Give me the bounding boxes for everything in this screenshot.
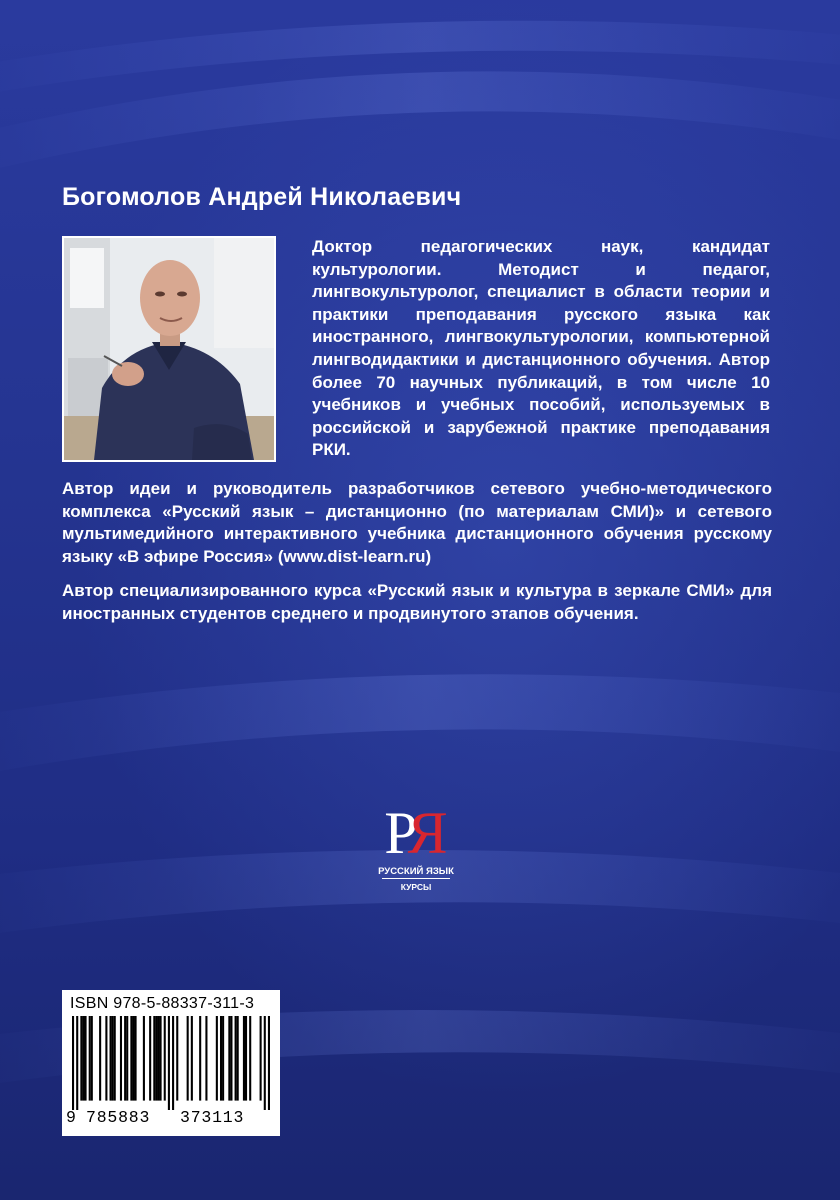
barcode-bar	[76, 1016, 78, 1110]
barcode-bar	[164, 1016, 166, 1101]
barcode-bar	[99, 1016, 101, 1101]
barcode-bar	[112, 1016, 114, 1101]
barcode-bar	[105, 1016, 107, 1101]
logo-letter-r: Р	[384, 800, 418, 866]
barcode-bar	[268, 1016, 270, 1110]
barcode-bar	[249, 1016, 251, 1101]
barcode-bar	[191, 1016, 193, 1101]
barcode-bar	[82, 1016, 84, 1101]
barcode-bar	[153, 1016, 155, 1101]
logo-caption: РУССКИЙ ЯЗЫК	[378, 866, 454, 877]
barcode-bar	[157, 1016, 159, 1101]
barcode-bar	[91, 1016, 93, 1101]
barcode-bar	[237, 1016, 239, 1101]
barcode-bar	[220, 1016, 222, 1101]
paragraph-projects: Автор идеи и руководитель разработчиков сетевого учебно-методического комплекса «Русский язык – дистанционно (по материалам СМИ)» и сетевого мультимедийного интерактивного учебника дистанционного обучения русскому языку «В эфире Россия» (www.dist-learn.ru)	[62, 479, 772, 566]
barcode-bar	[124, 1016, 126, 1101]
author-name: Богомолов Андрей Николаевич	[62, 183, 462, 211]
barcode-bar	[89, 1016, 91, 1101]
barcode-bar	[264, 1016, 266, 1110]
barcode-bar	[243, 1016, 245, 1101]
barcode-bar	[120, 1016, 122, 1101]
barcode-bar	[72, 1016, 74, 1110]
isbn-barcode-block	[62, 990, 280, 1136]
barcode-bar	[149, 1016, 151, 1101]
barcode-bar	[155, 1016, 157, 1101]
barcode-image	[72, 1016, 270, 1110]
author-bio: Доктор педагогических наук, кандидат культурологии. Методист и педагог, лингвокультуролог, специалист в области теории и практики преподавания русского языка как иностранного, лингвокультурологии, компьютерной лингводидактики и дистанционного обучения. Автор более 70 научных публикаций, в том числе 10 учебников и учебных пособий, используемых в российской и зарубежной практике преподавания РКИ.	[312, 237, 770, 460]
author-photo	[62, 236, 276, 462]
ean-right-group: 373113	[180, 1108, 245, 1127]
barcode-bar	[80, 1016, 82, 1101]
barcode-bar	[130, 1016, 132, 1101]
barcode-bar	[176, 1016, 178, 1101]
ean-left-group: 785883	[86, 1108, 151, 1127]
publisher-logo	[372, 800, 460, 900]
barcode-bar	[187, 1016, 189, 1101]
barcode-bar	[230, 1016, 232, 1101]
barcode-bar	[143, 1016, 145, 1101]
isbn-number: ISBN 978-5-88337-311-3	[70, 995, 255, 1012]
barcode-bar	[85, 1016, 87, 1101]
paragraph-course: Автор специализированного курса «Русский язык и культура в зеркале СМИ» для иностранных студентов среднего и продвинутого этапов обучения.	[62, 581, 772, 623]
barcode-bar	[132, 1016, 134, 1101]
author-portrait-image	[64, 238, 274, 460]
logo-subcaption: КУРСЫ	[400, 882, 432, 892]
barcode-bar	[228, 1016, 230, 1101]
barcode-bar	[235, 1016, 237, 1101]
barcode-bar	[245, 1016, 247, 1101]
logo-divider	[382, 878, 450, 879]
logo-letter-ya: Я	[407, 800, 448, 866]
logo-letters	[372, 800, 460, 866]
barcode-bar	[172, 1016, 174, 1110]
barcode-bar	[160, 1016, 162, 1101]
barcode-bar	[114, 1016, 116, 1101]
barcode-bar	[110, 1016, 112, 1101]
barcode-bar	[260, 1016, 262, 1101]
barcode-bar	[222, 1016, 224, 1101]
barcode-bar	[216, 1016, 218, 1101]
ean-first-digit: 9	[66, 1108, 76, 1127]
barcode-bar	[126, 1016, 128, 1101]
barcode-bar	[199, 1016, 201, 1101]
barcode-bar	[135, 1016, 137, 1101]
barcode-bar	[168, 1016, 170, 1110]
barcode-bar	[205, 1016, 207, 1101]
